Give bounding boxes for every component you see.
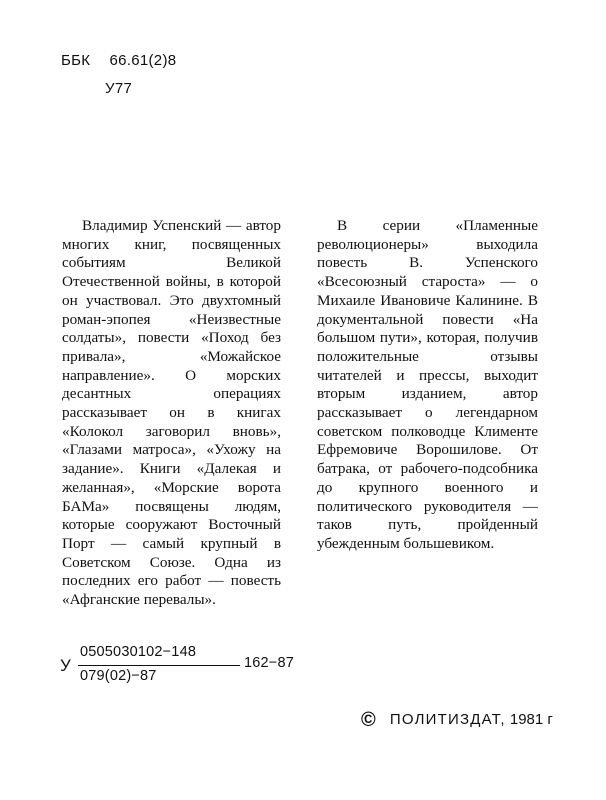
annotation-left-column (62, 217, 281, 610)
fraction-line (78, 665, 240, 666)
formula-denominator: 079(02)−87 (80, 668, 157, 684)
author-sign-row (61, 75, 176, 103)
bbk-label: ББК (61, 52, 91, 69)
formula-tail: 162−87 (244, 655, 294, 671)
copyright-icon: © (361, 709, 376, 731)
publishing-index-formula (60, 644, 300, 688)
bbk-row (61, 47, 176, 75)
copyright-line (361, 708, 553, 732)
annotation-right-paragraph: В серии «Пламенные революционеры» выходила повесть В. Успенского «Всесоюзный староста» — о Михаиле Ивановиче Калинине. В документальной повести «На большом пути», которая, получив положительные отзывы читателей и прессы, выходит вторым изданием, автор рассказывает о легендарном советском полководце Клименте Ефремовиче Ворошилове. От батрака, от рабочего-подсобника до крупного военного и политического руководителя — таков путь, пройденный убежденным большевиком. (317, 217, 538, 552)
bbk-code: 66.61(2)8 (109, 52, 177, 69)
publisher-name: ПОЛИТИЗДАТ, (389, 711, 506, 728)
formula-numerator: 0505030102−148 (80, 644, 197, 660)
annotation-right-column (317, 217, 538, 554)
copyright-year: 1981 г (509, 711, 553, 728)
bbk-classification (61, 47, 176, 103)
annotation-left-paragraph: Владимир Успенский — автор многих книг, посвященных событиям Великой Отечественной войны, в которой он участвовал. Это двухтомный роман-эпопея «Неизвестные солдаты», повести «Поход без привала», «Можайское направление». О морских десантных операциях рассказывает он в книгах «Колокол заговорил вновь», «Глазами матроса», «Ухожу на задание». Книги «Далекая и желанная», «Морские ворота БАМа» посвящены людям, которые сооружают Восточный Порт — самый крупный в Советском Союзе. Одна из последних его работ — повесть «Афганские перевалы». (62, 217, 281, 609)
formula-letter: У (60, 656, 71, 675)
author-sign: У77 (105, 80, 133, 97)
